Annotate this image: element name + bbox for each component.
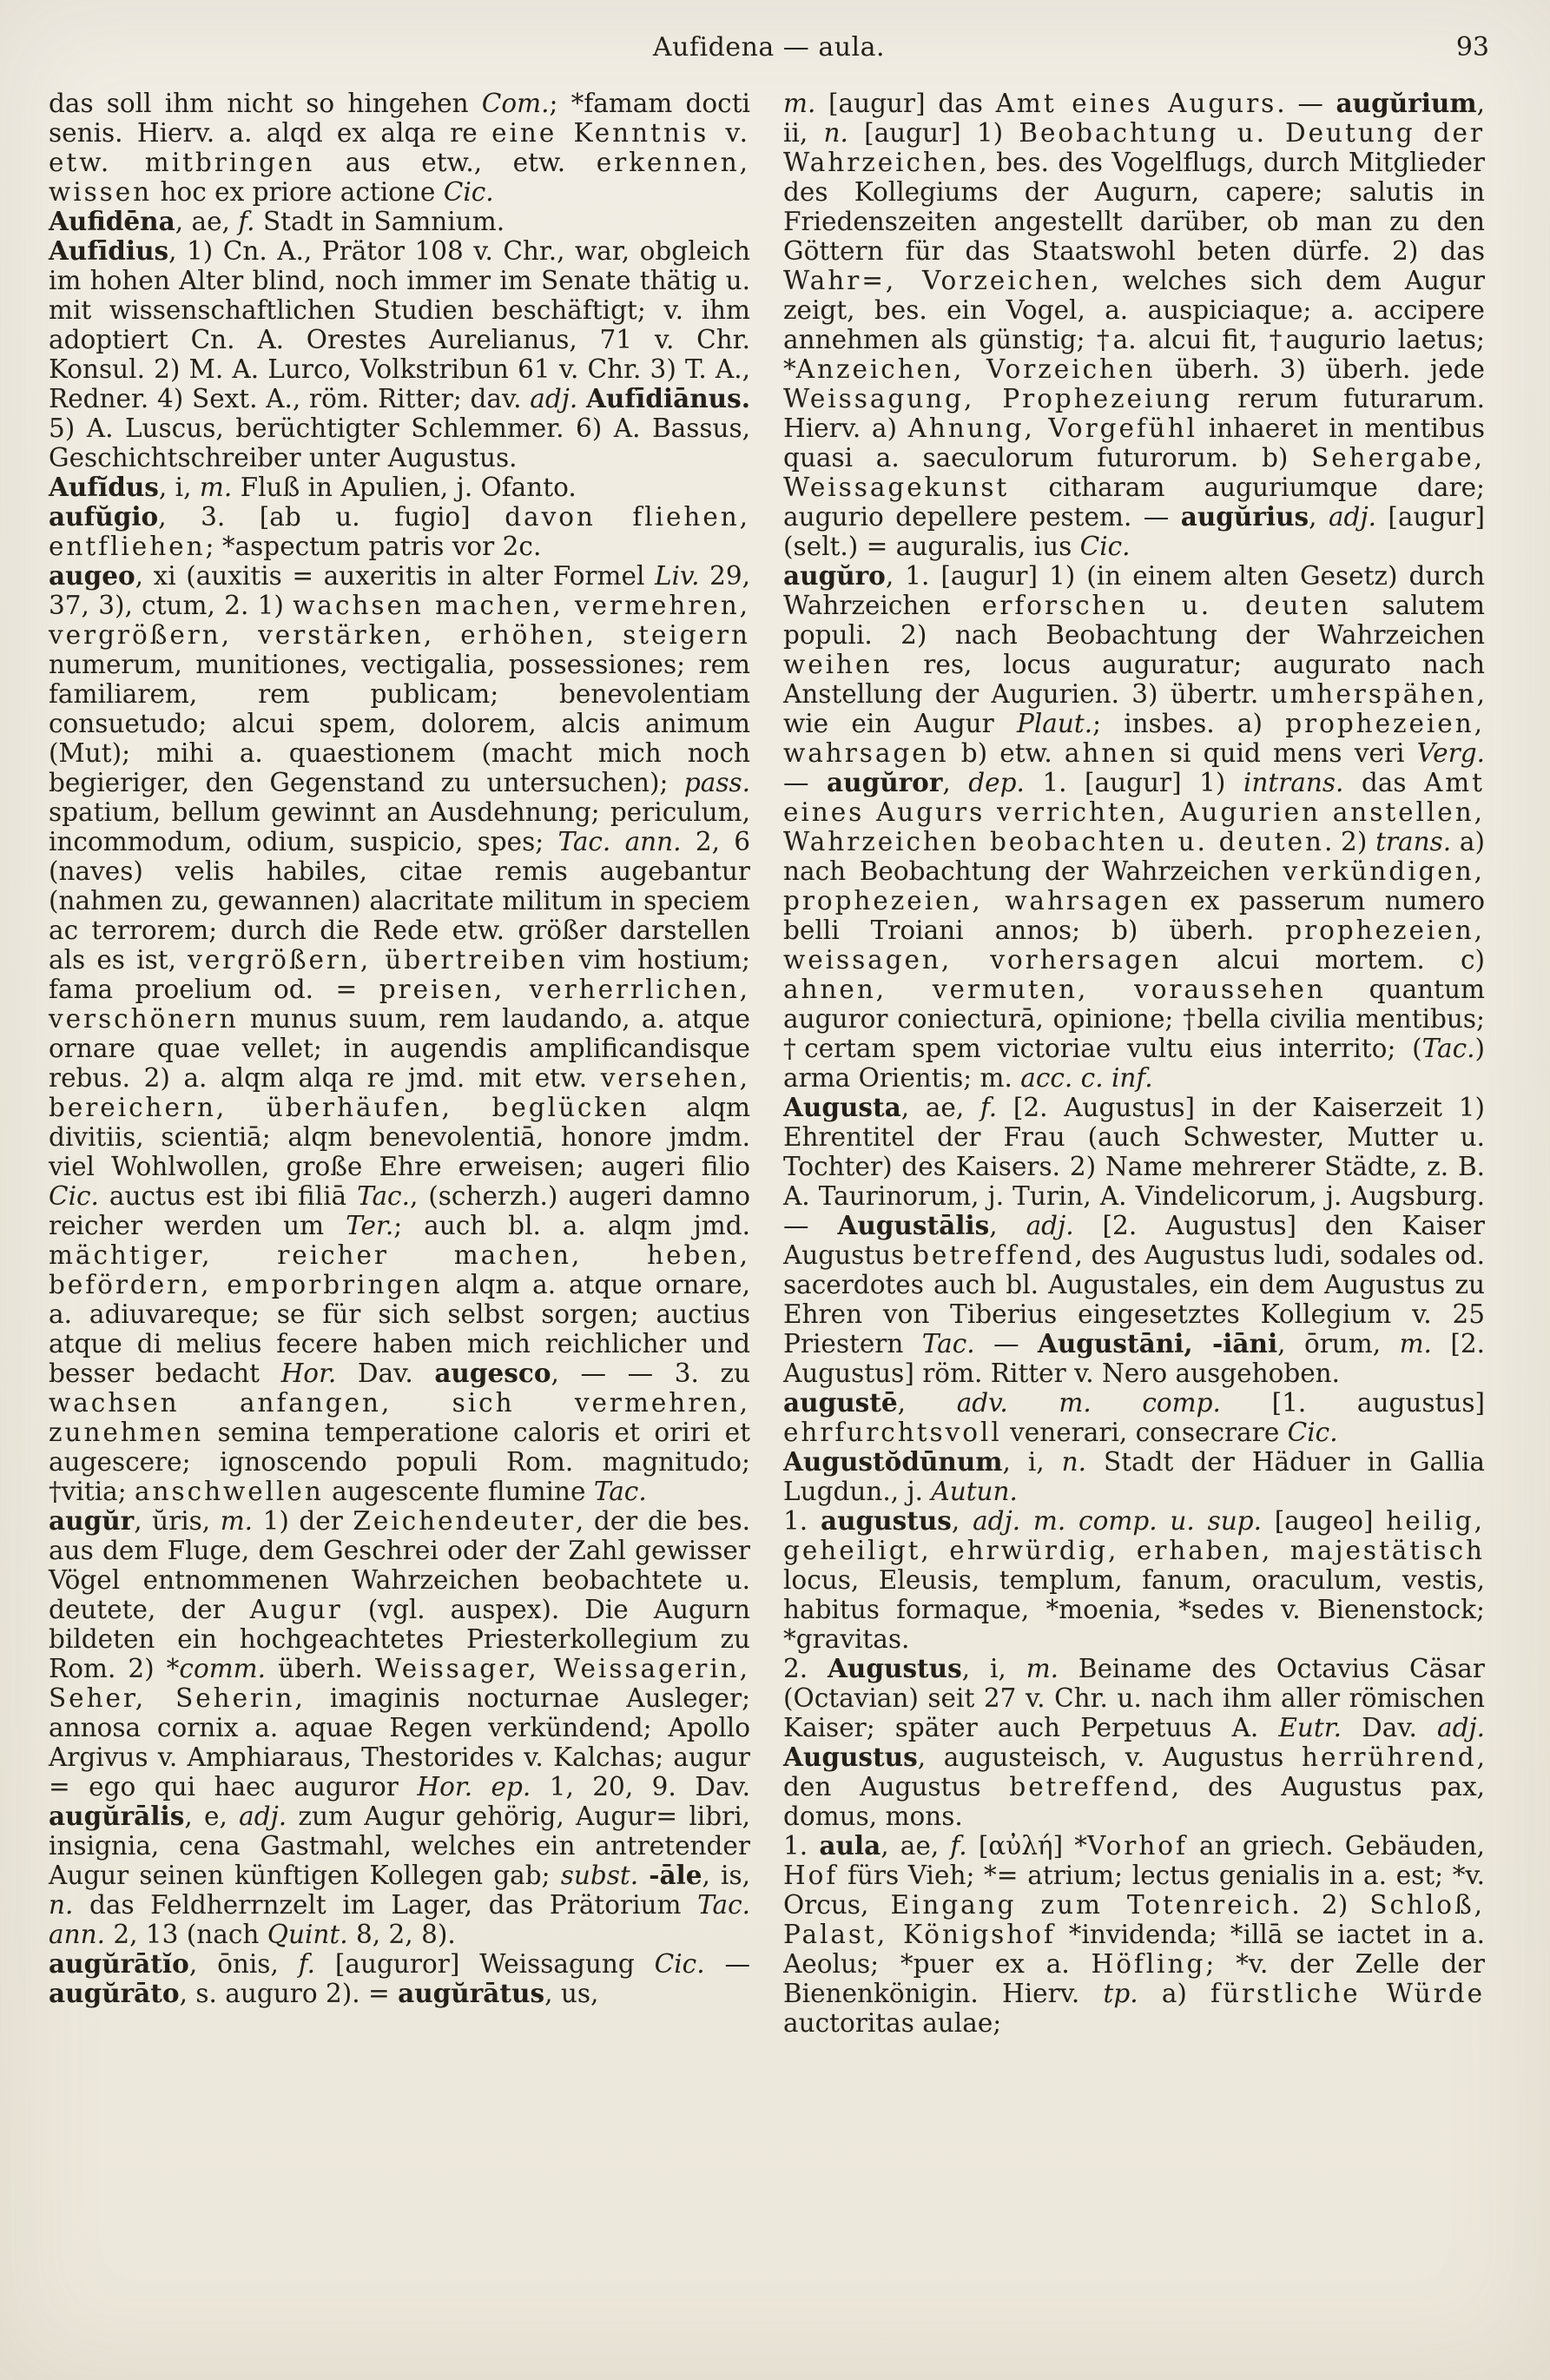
entry-text: Hof	[783, 1861, 839, 1890]
entry-text: erkennen, wissen	[49, 148, 751, 207]
entry-text: ) arma Orientis; m.	[783, 1034, 1485, 1093]
entry-text: Cic.	[1079, 532, 1131, 561]
entry-text: m.	[1026, 1654, 1059, 1683]
entry-text: 1) der	[253, 1506, 353, 1536]
entry-text: n.	[823, 118, 848, 148]
headword: augŭrātus	[398, 1978, 545, 2008]
entry-text: eine Kenntnis v. etw. mitbringen	[49, 118, 750, 177]
entry-text: , e,	[184, 1802, 240, 1831]
entry-text: quantum auguror coniecturā, opinione; †bella civilia mentibus; †certam spem victoriae vultu eius interrito; (	[783, 975, 1485, 1063]
entry-text: Tac.	[593, 1477, 647, 1506]
headword: Aufīdiānus.	[586, 383, 750, 413]
entry-text: , us,	[544, 1979, 599, 2008]
entry-text: n.	[1061, 1447, 1087, 1477]
entry-text: preisen, verherrlichen, verschönern	[49, 975, 750, 1034]
entry-text: das soll ihm nicht so hingehen	[49, 89, 482, 118]
entry-text: Ahnung, Vorgefühl	[907, 413, 1198, 443]
entry-text: prophezeien, wahrsagen	[783, 709, 1485, 768]
entry-text: ex passerum numero belli Troiani annos; b) überh.	[783, 886, 1485, 945]
entry-text: , ae,	[175, 207, 239, 236]
headword: augŭrālis	[49, 1801, 185, 1831]
entry-text: res, locus auguratur; augurato nach Anstellung der Augurien. 3) übertr.	[783, 650, 1485, 709]
entry-text: [2. Augustus] röm. Ritter v. Nero ausgehoben.	[783, 1329, 1485, 1388]
entry-text: betreffend	[1009, 1772, 1171, 1802]
entry-text: Beiname des Octavius Cäsar (Octavian) seit 27 v. Chr. u. nach ihm aller römischen Kaiser; später auch Perpetuus A.	[783, 1654, 1485, 1742]
entry-text: venerari, consecrare	[1001, 1418, 1288, 1447]
entry-text: wachsen anfangen, sich vermehren, zunehmen	[49, 1388, 750, 1447]
entry-text: comm.	[179, 1654, 267, 1683]
entry-text: , imaginis nocturnae Ausleger; annosa cornix a. aquae Regen verkündend; Apollo Argivus v. Amphiaraus, Thestorides v. Kalchas; augur = ego qui haec auguror	[49, 1683, 751, 1802]
entry-text: [augur] 1)	[848, 118, 1019, 148]
entry-text: m.	[1399, 1329, 1432, 1359]
entry-text: , ōnis,	[188, 1949, 299, 1979]
entry-text: si quid mens veri	[1157, 738, 1417, 768]
entry-text: adj.	[530, 384, 578, 413]
entry-text: Stadt der Häduer in Gallia Lugdun., j.	[783, 1447, 1485, 1506]
entry-text: dep.	[968, 768, 1025, 797]
headword: Augustus	[828, 1653, 962, 1683]
entry-text: Stadt in Samnium.	[254, 207, 505, 236]
entry-text: fürstliche Würde	[1210, 1979, 1486, 2008]
entry-text: , wie ein Augur	[783, 679, 1485, 738]
entry-text: auctus est ibi filiā	[98, 1181, 358, 1211]
entry-text: spatium, bellum gewinnt an Ausdehnung; periculum, incommodum, odium, suspicio, spes;	[49, 797, 750, 856]
entry-text: , welches sich dem Augur zeigt, bes. ein Vogel, a. auspiciaque; a. accipere annehmen als günstig; †a. alcui fit, †augurio laetus; *	[783, 266, 1485, 384]
entry-text: . 2)	[1323, 827, 1376, 856]
entry-text: alcui mortem. c)	[1180, 945, 1485, 975]
entry-text: Amt eines Augurs	[995, 89, 1277, 118]
entry-text: m.	[220, 1506, 254, 1536]
entry-text: verkündigen, prophezeien, wahrsagen	[783, 856, 1485, 916]
entry-text: , ae,	[881, 1831, 951, 1861]
entry-text: Quint.	[267, 1920, 348, 1949]
entry-text: Anzeichen, Vorzeichen	[795, 354, 1156, 384]
entry-text: 1. [augur] 1)	[1024, 768, 1243, 797]
entry-text: pass.	[683, 768, 750, 797]
entry-text: acc. c. inf.	[1020, 1063, 1153, 1093]
entry-text: [augeo]	[1261, 1506, 1387, 1536]
entry-text: b) etw.	[948, 738, 1065, 768]
entry-text: ; insbes. a)	[1092, 709, 1286, 738]
entry-text: salutem populi. 2) nach Beobachtung der Wahrzeichen	[783, 591, 1485, 650]
entry-text: semina temperatione caloris et oriri et augescere; ignoscendo populi Rom. magnitudo; †vitia;	[49, 1418, 750, 1506]
entry-text: , i,	[158, 473, 200, 502]
entry-text: intrans.	[1243, 768, 1344, 797]
entry-text: , — — 3. zu	[551, 1359, 751, 1388]
entry-text: Eingang zum Totenreich	[890, 1890, 1292, 1920]
entry-text: . 2)	[1291, 1890, 1370, 1920]
entry-text: ahnen, vermuten, voraussehen	[783, 975, 1326, 1004]
headword: Augustāni, -iāni	[1037, 1328, 1278, 1359]
entry-text: adj. m. comp. u. sup.	[973, 1506, 1262, 1536]
entry-text: Eutr.	[1278, 1713, 1342, 1742]
entry-aufidius	[49, 236, 750, 473]
entry-text: locus, Eleusis, templum, fanum, oraculum, vestis, habitus formaque, *moenia, *sedes v. Bienenstock; *gravitas.	[783, 1565, 1485, 1654]
entry-text: n.	[49, 1890, 74, 1920]
entry-text: , i,	[961, 1654, 1026, 1683]
entry-auguratio	[49, 1949, 750, 2008]
entry-text: Autun.	[931, 1477, 1018, 1506]
entry-text: Vorhof	[1087, 1831, 1188, 1861]
entry-text: 2, 13 (nach	[104, 1920, 267, 1949]
entry-text: [αὐλή] *	[966, 1831, 1088, 1861]
entry-text: , augusteisch, v. Augustus	[917, 1742, 1302, 1772]
entry-text: [2. Augustus] in der Kaiserzeit 1) Ehrentitel der Frau (auch Schwester, Mutter u. Tochter) des Kaisers. 2) Name mehrerer Städte, z. B. A. Taurinorum, j. Turin, A. Vindelicorum, j. Augsburg. —	[783, 1093, 1485, 1240]
entry-text: , (scherzh.) augeri damno reicher werden um	[49, 1181, 750, 1240]
entry-text: subst.	[560, 1861, 639, 1890]
headword: Aufidēna	[49, 206, 175, 236]
entry-aufidena	[49, 207, 750, 236]
entry-text: adj.	[1026, 1211, 1074, 1240]
entry-text: 5) A. Luscus, berüchtigter Schlemmer. 6) A. Bassus, Geschichtschreiber unter Augustus.	[49, 413, 750, 473]
entry-text: versehen, bereichern, überhäufen, beglücken	[49, 1063, 750, 1122]
entry-text: , 1) Cn. A., Prätor 108 v. Chr., war, obgleich im hohen Alter blind, noch immer im Senate thätig u. mit wissenschaftlichen Studien beschäftigt; v. ihm adoptiert Cn. A. Orestes Aurelianus, 71 v. Chr. Konsul. 2) M. A. Lurco, Volkstribun 61 v. Chr. 3) T. A., Redner. 4) Sext. A., röm. Ritter; dav.	[49, 236, 750, 413]
entry-text: fürs Vieh; *= atrium; lectus genialis in a. est; *v. Orcus,	[783, 1861, 1485, 1920]
entry-text: numerum, munitiones, vectigalia, possessiones; rem familiarem, rem publicam; benevolentiam consuetudo; alcui spem, dolorem, alcis animum (Mut); mihi a. quaestionem (macht mich noch begieriger, den Gegenstand zu untersuchen);	[49, 650, 750, 797]
headword: Augustŏdūnum	[783, 1446, 1003, 1477]
entry-text: ehrfurchtsvoll	[783, 1418, 1002, 1447]
entry-auguro	[783, 561, 1485, 1093]
entry-text: vergrößern, übertreiben	[188, 945, 568, 975]
headword: Aufĭdus	[49, 472, 159, 502]
entry-text: m.	[783, 89, 816, 118]
headword: augustē	[783, 1387, 898, 1418]
entry-text: , bes. des Vogelflugs, durch Mitglieder des Kollegiums der Augurn, capere; salutis in Friedenszeiten angestellt darüber, ob man zu den Göttern für das Staatswohl beten dürfe. 2) das	[783, 148, 1485, 266]
headword: Augusta	[783, 1092, 901, 1122]
entry-text: , des Augustus pax, domus, mons.	[783, 1772, 1485, 1831]
entry-text: Augur	[249, 1595, 343, 1624]
entry-text: , is,	[702, 1861, 750, 1890]
entry-augeo	[49, 561, 750, 1506]
entry-text: weihen	[783, 650, 893, 679]
right-column	[783, 89, 1485, 2038]
entry-auguratus-augurium	[783, 89, 1485, 561]
entry-text: [2. Augustus] den Kaiser Augustus	[783, 1211, 1485, 1270]
entry-text: 1.	[783, 1506, 821, 1536]
headword: aula	[819, 1830, 881, 1861]
entry-text	[638, 1861, 649, 1890]
entry-text: Liv.	[654, 561, 700, 591]
left-column	[49, 89, 750, 2038]
entry-text: , ae,	[900, 1093, 980, 1122]
entry-text: alqm a. atque ornare, a. adiuvareque; se für sich selbst sorgen; auctius atque di melius fecere haben mich reichlicher und besser bedacht	[49, 1270, 751, 1388]
headword: augŭr	[49, 1505, 135, 1536]
entry-text: Ter.	[346, 1211, 394, 1240]
entry-text: Tac.	[1421, 1034, 1475, 1063]
entry-text: heilig, geheiligt, ehrwürdig, erhaben, majestätisch	[783, 1506, 1485, 1565]
page-number: 93	[1455, 32, 1489, 63]
entry-text: (vgl. auspex). Die Augurn bildeten ein hochgeachtetes Priesterkollegium zu Rom. 2) *	[49, 1595, 750, 1683]
entry-text: Weissagung, Prophezeiung	[783, 384, 1213, 413]
entry-text: ,	[989, 1211, 1026, 1240]
entry-text: Tac. ann.	[557, 827, 682, 856]
entry-augustus-2	[783, 1654, 1485, 1831]
entry-text: inhaeret in mentibus quasi a. saeculorum futurorum. b)	[783, 413, 1485, 473]
headword: Aufīdius	[49, 235, 169, 266]
entry-text: a)	[1138, 1979, 1211, 2008]
entry-augur	[49, 1506, 750, 1949]
entry-text: , 1. [augur] 1) (in einem alten Gesetz) durch Wahrzeichen	[783, 561, 1485, 620]
entry-text: a) nach Beobachtung der Wahrzeichen	[783, 827, 1485, 886]
entry-text: ahnen	[1064, 738, 1158, 768]
entry-text: Weissager, Weissagerin, Seher, Seherin	[49, 1654, 750, 1713]
entry-text: munus suum, rem laudando, a. atque ornare quae vellet; in augendis amplificandisque rebus. 2) a. alqm alqa re jmd. mit etw.	[49, 1004, 750, 1093]
entry-text: vim hostium; fama proelium od. =	[49, 945, 750, 1004]
entry-text: —	[783, 768, 827, 797]
entry-text: . —	[1276, 89, 1336, 118]
entry-text: adj.	[1437, 1713, 1485, 1742]
entry-text: citharam auguriumque dare; augurio depellere pestem. —	[783, 473, 1485, 532]
entry-text: alqm divitiis, scientiā; alqm benevolentiā, honore jmdm. viel Wohlwollen, große Ehre erweisen; augeri filio	[49, 1093, 750, 1181]
entry-text: [auguror] Weissagung	[315, 1949, 655, 1979]
entry-text: betreffend	[913, 1240, 1075, 1270]
entry-text: an griech. Gebäuden,	[1187, 1831, 1486, 1861]
entry-text: Beobachtung u. Deutung der Wahrzeichen	[783, 118, 1486, 177]
entry-auguste	[783, 1388, 1485, 1447]
headword: -āle	[649, 1860, 702, 1890]
entry-text: Fluß in Apulien, j. Ofanto.	[232, 473, 577, 502]
entry-text: mächtiger, reicher machen, heben, befördern, emporbringen	[49, 1240, 750, 1299]
entry-text: ; *famam docti senis. Hierv. a. alqd ex alqa re	[49, 89, 750, 148]
headword: Augustālis	[837, 1210, 990, 1240]
entry-text: [augur] das	[815, 89, 996, 118]
entry-augustodunum	[783, 1447, 1485, 1506]
entry-text: überh. 3) überh. jede	[1155, 354, 1485, 384]
entry-aula-1	[783, 1831, 1485, 2038]
entry-text: 29, 37, 3), ctum, 2. 1)	[49, 561, 751, 620]
entry-text: davon fliehen, entfliehen	[49, 502, 750, 561]
entry-text: prophezeien, weissagen, vorhersagen	[783, 916, 1485, 975]
entry-text: f.	[298, 1949, 315, 1979]
entry-text: 2, 6 (naves) velis habiles, citae remis augebantur (nahmen zu, gewannen) alacritate militum in speciem ac terrorem; durch die Rede etw. größer darstellen als es ist,	[49, 827, 751, 975]
headword: augŭrium	[1336, 88, 1477, 118]
entry-text: Dav.	[336, 1359, 435, 1388]
entry-text: Tac. ann.	[49, 1890, 750, 1949]
entry-text: aus etw., etw.	[314, 148, 597, 177]
headword: augŭro	[783, 560, 886, 591]
entry-text	[577, 384, 586, 413]
headword: augesco	[434, 1358, 551, 1388]
entry-text: Cic.	[443, 177, 494, 207]
entry-aufugio	[49, 502, 750, 561]
entry-text: 8, 2, 8).	[347, 1920, 456, 1949]
entry-text: augescente flumine	[323, 1477, 594, 1506]
entry-text: *invidenda; *illā se iactet in a. Aeolus; *puer ex a.	[783, 1920, 1485, 1979]
running-title: Aufidena — aula.	[652, 32, 886, 63]
entry-text: Amt eines Augurs verrichten, Augurien anstellen, Wahrzeichen beobachten u. deuten	[783, 768, 1485, 856]
entry-text: überh.	[266, 1654, 375, 1683]
entry-text: adj.	[239, 1802, 287, 1831]
entry-text: , der die bes. aus dem Fluge, dem Geschrei oder der Zahl gewisser Vögel entnommenen Wahrzeichen beobachtete u. deutete, der	[49, 1506, 750, 1624]
entry-text: , des Augustus ludi, sodales od. sacerdotes auch bl. Augustales, ein dem Augustus zu Ehren von Tiberius eingesetztes Kollegium v. 25 Priestern	[783, 1240, 1485, 1359]
entry-text: wachsen machen, vermehren, vergrößern, verstärken, erhöhen, steigern	[49, 591, 751, 650]
entry-text: f.	[238, 207, 255, 236]
headword: augustus	[820, 1505, 952, 1536]
entry-text: umherspähen	[1270, 679, 1477, 709]
entry-text: Cic.	[1287, 1418, 1338, 1447]
entry-text: Zeichendeuter	[353, 1506, 576, 1536]
entry-text: Com.	[481, 89, 550, 118]
entry-text: —	[704, 1949, 750, 1979]
entry-text: das	[1343, 768, 1424, 797]
entry-text: ,	[951, 1506, 973, 1536]
entry-text: auctoritas aulae;	[783, 2008, 1002, 2038]
entry-text: ; auch bl. a. alqm jmd.	[393, 1211, 750, 1240]
entry-text: herrührend	[1302, 1742, 1477, 1772]
entry-text: Wahr=, Vorzeichen	[783, 266, 1092, 295]
entry-text: Cic.	[49, 1181, 99, 1211]
headword: augŭror	[827, 767, 943, 797]
entry-text: zum Augur gehörig, Augur= libri, insignia, cena Gastmahl, welches ein antretender Augur seinen künftigen Kollegen gab;	[49, 1802, 751, 1890]
entry-text: adj.	[1328, 502, 1376, 532]
entry-text: trans.	[1375, 827, 1452, 856]
page-header	[49, 33, 1489, 63]
entry-text: , 3. [ab u. fugio]	[158, 502, 505, 532]
entry-text: hoc ex priore actione	[152, 177, 444, 207]
entry-text: adv. m. comp.	[956, 1388, 1221, 1418]
entry-continuation-aufero	[49, 89, 750, 207]
entry-text: ; *aspectum patris vor 2c.	[205, 532, 542, 561]
headword: augŭrātĭo	[49, 1948, 189, 1979]
headword: aufŭgio	[49, 501, 159, 532]
entry-text: ,	[942, 768, 969, 797]
entry-text: ; *v. der Zelle der Bienenkönigin. Hierv.	[783, 1949, 1485, 2008]
entry-augustus-1	[783, 1506, 1485, 1654]
entry-text: Cic.	[654, 1949, 705, 1979]
entry-text: rerum futurarum. Hierv. a)	[783, 384, 1485, 443]
entry-text: [1. augustus]	[1220, 1388, 1485, 1418]
entry-text: , ōrum,	[1277, 1329, 1400, 1359]
entry-text: erforschen u. deuten	[981, 591, 1351, 620]
entry-text: [augur] (selt.) = auguralis, ius	[783, 502, 1485, 561]
entry-text: , i,	[1002, 1447, 1062, 1477]
entry-text: Plaut.	[1016, 709, 1093, 738]
entry-text: f.	[979, 1093, 998, 1122]
entry-text: Verg.	[1416, 738, 1485, 768]
entry-text: , ŭris,	[134, 1506, 221, 1536]
headword: Augustus	[783, 1742, 918, 1772]
entry-text: —	[974, 1329, 1038, 1359]
entry-text: Sehergabe, Weissagekunst	[783, 443, 1485, 502]
entry-text: ,	[1309, 502, 1329, 532]
entry-text: Tac.	[357, 1181, 410, 1211]
text-columns	[49, 89, 1489, 2038]
entry-text: m.	[199, 473, 233, 502]
headword: augŭrius	[1180, 501, 1309, 532]
entry-text: das Feldherrnzelt im Lager, das Prätorium	[73, 1890, 698, 1920]
entry-text: tp.	[1103, 1979, 1138, 2008]
entry-text: f.	[950, 1831, 967, 1861]
entry-augusta	[783, 1093, 1485, 1388]
entry-aufidus	[49, 473, 750, 502]
entry-text: ,	[897, 1388, 957, 1418]
entry-text: Dav.	[1342, 1713, 1437, 1742]
headword: augeo	[49, 560, 135, 591]
entry-text: 1.	[783, 1831, 820, 1861]
entry-text: 2.	[783, 1654, 828, 1683]
entry-text: , xi (auxitis = auxeritis in alter Formel	[135, 561, 655, 591]
entry-text: Hor. ep.	[417, 1772, 531, 1802]
entry-text: Schloß, Palast, Königshof	[783, 1890, 1485, 1949]
headword: augŭrāto	[49, 1978, 180, 2008]
entry-text: Hor.	[280, 1359, 337, 1388]
entry-text: Höfling	[1091, 1949, 1206, 1979]
entry-text: 1, 20, 9. Dav.	[531, 1772, 751, 1802]
entry-text: anschwellen	[135, 1477, 324, 1506]
entry-text: , den Augustus	[783, 1742, 1485, 1802]
entry-text: , ii,	[783, 89, 1485, 148]
entry-text: Tac.	[921, 1329, 975, 1359]
entry-text: , s. auguro 2). =	[179, 1979, 399, 2008]
